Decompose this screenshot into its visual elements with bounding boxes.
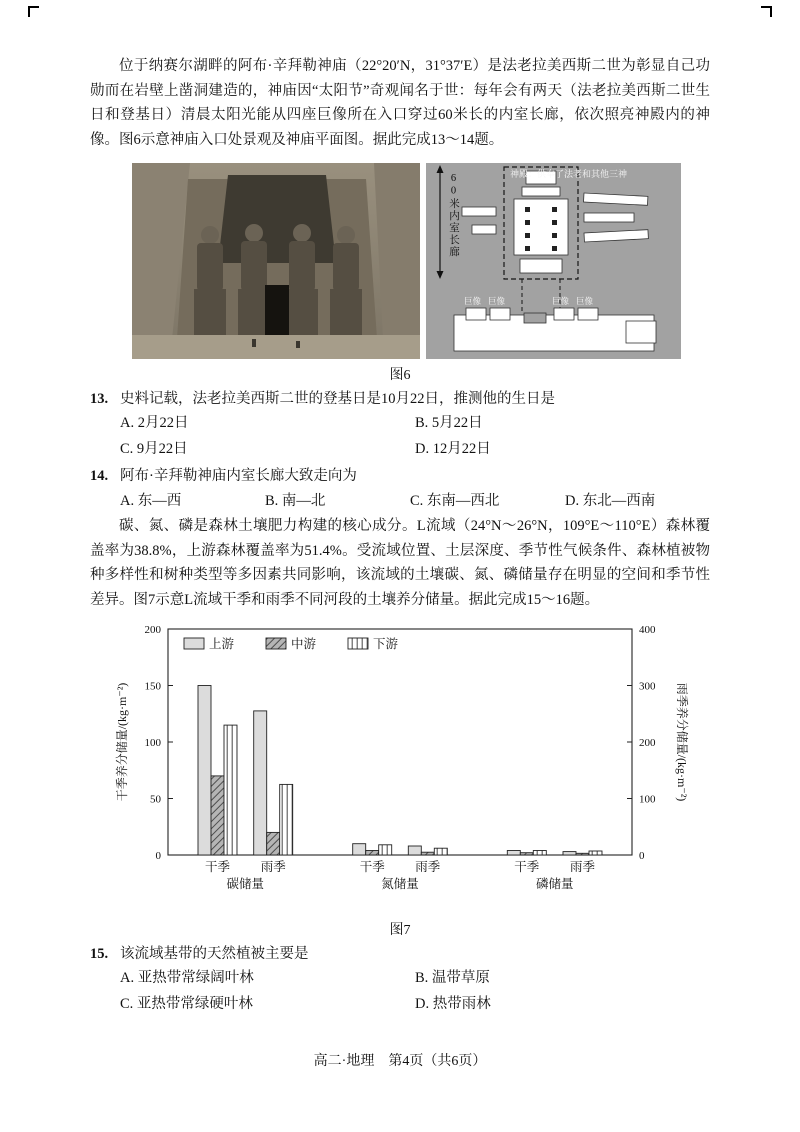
svg-text:0: 0: [155, 849, 161, 862]
svg-text:200: 200: [144, 623, 161, 636]
q14-option-a[interactable]: A. 东—西: [120, 492, 182, 509]
question-14-options: [90, 489, 710, 514]
question-14: [90, 464, 710, 489]
dark-niche: [218, 175, 336, 263]
statue-label: 巨像: [488, 295, 506, 306]
statue-label: 巨像: [464, 295, 482, 306]
temple-photo-graphic: [132, 163, 420, 359]
svg-text:中游: 中游: [291, 636, 317, 651]
figure7-caption: 图7: [389, 922, 411, 938]
shrine-label: 神殿：供奉了法老和其他三神: [510, 168, 628, 179]
hypostyle-hall: [514, 199, 568, 255]
temple-plan-diagram: [426, 163, 681, 359]
q13-option-b[interactable]: B. 5月22日: [415, 415, 483, 432]
svg-text:400: 400: [639, 623, 656, 636]
question-13-options-row1: [90, 411, 710, 436]
svg-text:碳储量: 碳储量: [226, 876, 265, 891]
q14-option-b[interactable]: B. 南—北: [265, 492, 326, 509]
svg-text:雨季: 雨季: [415, 859, 441, 874]
statue-label: 巨像: [576, 295, 594, 306]
svg-text:100: 100: [144, 736, 161, 749]
svg-text:雨季养分储量/(kg·m⁻²): 雨季养分储量/(kg·m⁻²): [675, 682, 689, 801]
crop-mark-top-left: [28, 6, 39, 17]
svg-text:上游: 上游: [209, 636, 235, 651]
temple-entrance: [265, 285, 289, 335]
question-15-text: 该流域基带的天然植被主要是: [120, 945, 309, 962]
svg-text:干季: 干季: [514, 859, 540, 874]
temple-plan-graphic: [426, 163, 681, 359]
page-footer: 高二·地理 第4页（共6页）: [313, 1054, 487, 1069]
question-15-options-row1: [90, 966, 710, 991]
figure6-caption: 图6: [389, 367, 411, 383]
intro-paragraph-basin: 碳、氮、磷是森林土壤肥力构建的核心成分。L流域（24°N～26°N，109°E～110°E）森林覆盖率为38.8%，上游森林覆盖率为51.4%。受流域位置、土层深度、季节性气候条件、森林植被物种多样性和树种类型等多因素共同影响，该流域的土壤碳、氮、磷储量存在明显的空间和季节性差异。图7示意L流域干季和雨季不同河段的土壤养分储量。据此完成15～16题。: [90, 517, 710, 608]
svg-text:雨季: 雨季: [260, 859, 286, 874]
entrance-gap: [524, 313, 546, 323]
question-15-number: 15.: [90, 945, 109, 962]
q15-option-d[interactable]: D. 热带雨林: [415, 995, 491, 1012]
q15-option-b[interactable]: B. 温带草原: [415, 970, 490, 987]
question-15-options-row2: [90, 992, 710, 1017]
svg-text:干季养分储量/(kg·m⁻²): 干季养分储量/(kg·m⁻²): [115, 682, 129, 801]
question-13-number: 13.: [90, 390, 109, 407]
q13-option-c[interactable]: C. 9月22日: [120, 440, 188, 457]
question-13-text: 史料记载，法老拉美西斯二世的登基日是10月22日，推测他的生日是: [120, 390, 555, 407]
svg-text:300: 300: [639, 680, 656, 693]
intro-paragraph-temple: 位于纳赛尔湖畔的阿布·辛拜勒神庙（22°20′N，31°37′E）是法老拉美西斯二世为彰显自己功勋而在岩壁上凿洞建造的，神庙因“太阳节”奇观闻名于世：每年会有两天（法老拉美西斯二世生日和登基日）清晨太阳光能从四座巨像所在入口穿过60米长的内室长廊，依次照亮神殿内的神像。图6示意神庙入口处景观及神庙平面图。据此完成13～14题。: [90, 58, 710, 148]
crop-mark-top-right: [761, 6, 772, 17]
svg-text:100: 100: [639, 793, 656, 806]
svg-text:雨季: 雨季: [569, 859, 596, 874]
svg-text:氮储量: 氮储量: [381, 876, 419, 891]
q15-option-a[interactable]: A. 亚热带常绿阔叶林: [120, 970, 254, 987]
q14-option-c[interactable]: C. 东南—西北: [410, 492, 500, 509]
question-13: [90, 387, 710, 412]
svg-text:下游: 下游: [373, 636, 399, 651]
question-14-text: 阿布·辛拜勒神庙内室长廊大致走向为: [120, 467, 357, 484]
question-13-options-row2: [90, 437, 710, 462]
figure6: [132, 163, 710, 359]
svg-text:干季: 干季: [204, 859, 231, 874]
svg-text:50: 50: [150, 793, 161, 806]
statue-label: 巨像: [552, 295, 570, 306]
q13-option-d[interactable]: D. 12月22日: [415, 440, 491, 457]
figure7: [90, 617, 710, 914]
temple-photo: [132, 163, 420, 359]
foreground-ground: [132, 335, 420, 359]
figure7-chart: [90, 617, 710, 909]
svg-text:干季: 干季: [359, 859, 385, 874]
svg-text:200: 200: [639, 736, 656, 749]
svg-text:0: 0: [639, 849, 645, 862]
corridor-length-label: 60米内室长廊: [448, 172, 459, 258]
question-14-number: 14.: [90, 467, 109, 484]
q13-option-a[interactable]: A. 2月22日: [120, 415, 189, 432]
svg-text:150: 150: [144, 680, 161, 693]
question-15: [90, 942, 710, 967]
q14-option-d[interactable]: D. 东北—西南: [565, 492, 656, 509]
q15-option-c[interactable]: C. 亚热带常绿硬叶林: [120, 995, 253, 1012]
svg-text:磷储量: 磷储量: [535, 876, 574, 891]
